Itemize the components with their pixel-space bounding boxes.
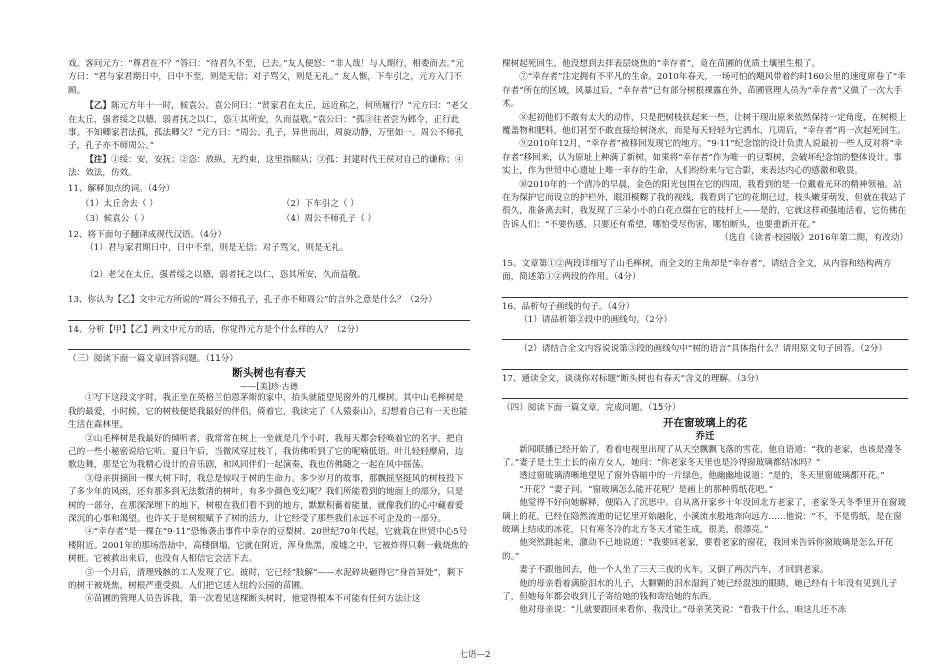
article-4-para-2: 透过窗玻璃清晰地望见了窗外昏暗中的一片绿色，他幽幽地说道：“是的，冬天里窗玻璃都开花。” [519,471,885,482]
q16-part-1: （1）请品析第②段中的画线句。（2分） [519,314,672,325]
q16-answer-line-2[interactable] [502,359,908,370]
question-16: 16、品析句子画线的句子。（4分） [502,301,635,312]
q12-sentence-1: （1）君与家君期日中，日中不至，则是无信；对子骂父，则是无礼。 [85,243,349,254]
article-4-para-8: 他对母亲说：“儿就要跟回来看你，我没让。”母亲笑笑说：“看我干什么，咱这儿还不冻 [519,605,847,616]
passage-yi [68,100,470,154]
article-3-author: ——[美]珍·古德 [239,381,299,392]
question-15: 15、文章第①②两段详细写了山毛榉树，而全文的主角却是“幸存者”，请结合全文，从内容和结构两方面，简述第①②两段的作用。（4分） [502,258,892,283]
section-3-heading: （三）阅读下面一篇文章回答问题。（11分） [68,353,238,364]
question-13: 13、你认为【乙】文中元方所说的“周公不师孔子，孔子亦不师周公”的言外之意是什么？（2分） [68,295,437,306]
q11-item-1[interactable]: （1）太丘舍去（ ） [80,199,158,210]
section-4-heading: （四）阅读下面一篇文章，完成问题。（15分） [502,403,681,414]
article-3-para-10: ⑩2010年的一个清冷的早晨，金色的阳光包围在它的四周，我看到的是一位戴着光环的精神领袖。站在为保护它而设立的护栏外，眼泪模糊了我的视线，我看到了它的花期已过，枝头嫩芽萌发，但就在我站了很久，准备离去时，我发现了三朵小小的白花点缀在它的枝杆上——是的，它就这样顽强地活着，它仿佛在告诉人们：“不要伤感，只要还有希望，哪怕受尽伤害，哪怕断头，也要重新开花。” [502,179,906,230]
q11-item-4[interactable]: （4）周公不师孔子（ ） [281,214,377,225]
article-4-para-7: 他的母亲看着满脸泪水的儿子，大颗颗的泪水湿润了她已经混浊的眼睛，她已经有十年没有见到儿子了，但她每年都会收到儿子寄给她的钱和寄给她的东西。 [502,578,898,602]
q17-answer-line[interactable] [502,388,908,399]
yi-tag: 【乙】 [85,101,111,112]
q11-item-2[interactable]: （2）下车引之（ ） [281,199,359,210]
article-3-para-1: ①写下这段文字时，我正坐在英格兰伯恩茅斯的家中，抬头就能望见窗外的几棵树。其中山毛榉树是我的最爱，小时候，它的树枝便是我最好的伴侣，倚着它，我读完了《人猿泰山》，幻想着自己有一天也能生活在森林里。 [68,393,468,431]
article-3-para-6: ⑥苗圃的管理人员告诉我，第一次看见这棵断头树时，他觉得根本不可能有任何方法让这 [85,594,421,605]
q12-sentence-2: （2）老父在太丘，强者绥之以德，弱者抚之以仁，恣其所安，久而益敬。 [85,269,366,280]
q11-item-3[interactable]: （3）候袁公（ ） [80,214,150,225]
article-4-para-3: “开花？”妻子问。“窗玻璃怎么能开花呢？是画上的那种剪纸花吧。” [519,484,774,495]
article-3-para-5: ⑤一个月后，清理残骸的工人发现了它。彼时，它已经“肢解”——水泥碎块砸得它“身首异处”，剩下的树干被烧焦，树根严重受损。人们把它送入纽约公园的苗圃。 [68,567,464,591]
q11-row-1 [68,198,470,211]
q16-part-2: （2）请结合全文内容说说第③段的画线句中“树的语言”具体指什么？请用原文句子回答。（2分） [519,344,887,355]
question-17: 17、通读全文，谈谈你对标题“断头树也有春天”含义的理解。（3分） [502,373,764,384]
left-column [68,58,470,607]
question-14: 14、分析【甲】【乙】两文中元方的话，你觉得元方是个什么样的人？（2分） [68,324,364,335]
q12-answer-1[interactable] [68,258,88,266]
annotation [68,154,470,181]
q12-answer-2[interactable] [68,282,470,292]
article-4-para-6: 妻子不跟他回去，他一个人坐了三天三夜的火车，又倒了两次汽车，才回到老家。 [519,565,829,576]
question-11: 11、解释加点的词。（4分） [68,183,175,194]
article-3-para-7: ⑦“幸存者”注定拥有不平凡的生命。2010年春天，一场可怕的飓风带着约时160公里的速度席卷了“幸存者”所在的区域，风暴过后，“幸存者”已有部分树根裸露在外，苗圃管理人员为“幸存者”又做了一次大手术。 [502,72,906,110]
question-12: 12、将下面句子翻译成现代汉语。（4分） [68,229,227,240]
passage-jia-ending: 戏。客问元方：“尊君在不？”答曰：“待君久不至，已去。”友人便怒：“非人哉！与人期行，相委而去。”元方曰：“君与家君期日中，日中不至，则是无信；对子骂父，则是无礼。” 友人惭，下车引之，元方入门不顾。 [68,59,464,96]
article-3-para-9: ⑨2010年12月，“幸存者”被移回发现它的地方。“9·11”纪念馆的设计负责人说最初一些人反对将“幸存者”移回来，认为原址上种满了新树，如果将“幸存者”作为唯一的豆梨树，会破坏纪念馆的整体设计。事实上，作为世贸中心遗址上唯一幸存的生命，人们纷纷来与它合影，来表达内心的感激和敬畏。 [502,139,903,177]
yi-text: 陈元方年十一时，候袁公。袁公问曰：“贤家君在太丘，远近称之，何所履行？”元方曰：“老父在太丘，强者绥之以德，弱者抚之以仁，恣①其所安，久而益敬。”袁公曰：“孤③往者尝为邺令，正行此事。不知卿家君法孤，孤法卿父？”元方曰：“周公、孔子，异世而出，周旋动静，万里如一。周公不师孔子，孔子亦不师周公。” [68,101,468,152]
right-column [502,58,908,618]
note-tag: 【注】 [85,154,111,165]
page-footer: 七语—2 [459,650,491,660]
article-3-para-3: ③母亲拼摘回一棵大树下时，我总是惊叹于树的生命力。多少岁月的故事，那飘摇坚挺风的树枝投下了多少年的风雨，还有那多到无法数清的树叶，有多少颜色变幻呢？我们所能看到的地面上的部分，只是树的一部分，在那深深埋下的地下，树根在我们看不到的地方，默默积蓄着能量，就像我们的心中藏着爱深沉的心事和渴望。也许关于是树根赋予了树的活力，让它经受了那些我们永远不可企及的一部分。 [68,473,464,524]
article-4-author: 乔迁 [695,430,715,442]
article-4-title: 开在窗玻璃上的花 [663,416,747,429]
article-3-source: （选自《读者·校园版》2016年第二期，有改动） [720,233,908,244]
q14-answer-line[interactable] [68,339,470,350]
article-4-para-1: 新闻联播已经开始了，看着电视里出现了从天空飘飘飞落的雪花，他自语道：“我的老家，也该是漫冬了。”妻子是土生土长的南方女人，她问：“你老家冬天里也是冷得窗玻璃都结冰吗？” [502,444,902,468]
article-3-para-8: ⑧起初他们不敢有太大的动作，只是把树枝扶起来一些，让树干现出原来依然保持一定角度，在树根上覆盖物和肥料，他们甚至不敢直接给树浇水，而是每天轻轻为它洒水，几周后，“幸存者”再一次起死回生。 [502,112,907,137]
article-3-para-4: ④“幸存者”是一棵在“9·11”恐怖袭击事件中幸存的豆梨树。20世纪70年代起，它就栽在世贸中心5号楼附近。2001年的那场浩劫中，高楼倒塌，它就在附近，浑身焦黑，废墟之中，它被炸得只剩一截烧焦的树桩。它被救出来后，也没有人相信它会活下去。 [68,527,468,565]
q13-answer-line[interactable] [68,310,470,321]
article-3-title: 断头树也有春天 [232,367,306,380]
q16-answer-line-1[interactable] [502,329,908,340]
note-text: ①绥：安，安抚；②恣：放纵，无约束，这里指顺从；③孤：封建时代王侯对自己的谦称；④法：效法，仿效。 [68,154,464,179]
article-3-para-2: ②山毛榉树是我最好的倾听者，我常常在树上一坐就是几个小时，我每天都会轻唤着它的名字，把自己的一些小秘密说给它听。夏日午后，当微风穿过枝丫，我仿佛听到了它的呢喃低语。叶儿轻轻摩肩，边歌边舞，那是它为我精心设计的音乐剧，和风同伴们一起演奏，我也仿佛随之一起在风中摇荡。 [68,433,464,471]
article-4-para-4: 他觉得不好向她解释，便陷入了沉思中。自从离开家乡十年没回北方老家了，老家冬天冬季里开在窗玻璃上的花，已经在隐然流逝的记忆里开始融化，小溪流水般地奔向远方……他说：“不，不是剪纸，是在窗玻璃上结成的冰花，只有寒冬冷的北方冬天才能生成，很美，很漂亮。” [502,498,906,535]
q15-answer-line[interactable] [502,287,908,298]
article-3-para-6-cont: 棵树起死回生，他没想到去拌表层烧焦的“幸存者”，竟在苗圃的优质土壤里生根了。 [502,59,821,69]
q11-row-2 [68,213,470,226]
article-4-para-5: 他突然跳起来，激动不已地说道：“我要回老家，要看老家的窗花，我回来告诉你窗玻璃是怎么开花的。” [502,538,894,562]
